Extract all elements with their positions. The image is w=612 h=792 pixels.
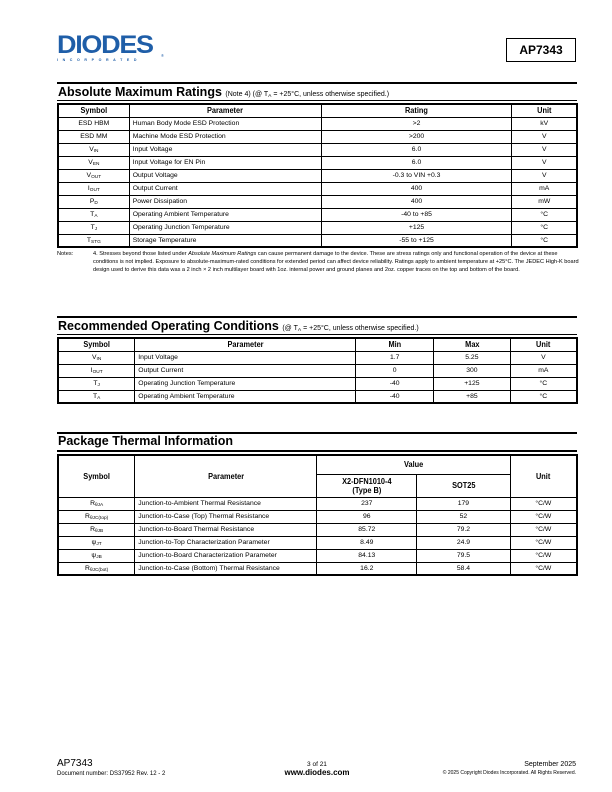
rec-op-body <box>58 351 577 403</box>
pkg2-value-cell: 79.2 <box>417 523 511 536</box>
footer-copyright: © 2025 Copyright Diodes Incorporated. All Rights Reserved. <box>442 770 576 776</box>
table-header-row <box>58 455 577 474</box>
footer-left <box>57 759 165 777</box>
table-row <box>58 364 577 377</box>
logo-wordmark: DIODES <box>57 31 153 59</box>
parameter-cell: Input Voltage <box>129 143 321 156</box>
col-header: Unit <box>515 104 575 117</box>
notes-label: Notes: <box>57 251 74 257</box>
rating-cell: -55 to +125 <box>321 234 512 247</box>
symbol-cell: VIN <box>58 143 129 156</box>
col-header-pkg1: X2-DFN1010-4 (Type B) <box>321 474 413 497</box>
symbol-cell: TA <box>58 208 129 221</box>
table-header-row <box>58 338 577 351</box>
parameter-cell: Output Current <box>135 364 356 377</box>
part-number-box: AP7343 <box>506 38 576 62</box>
thermal-table <box>57 454 578 576</box>
parameter-cell: Junction-to-Case (Bottom) Thermal Resistance <box>135 562 317 575</box>
footer-center <box>250 761 384 777</box>
parameter-cell: Operating Ambient Temperature <box>129 208 321 221</box>
pkg2-value-cell: 52 <box>417 510 511 523</box>
table-row <box>58 208 577 221</box>
table-row <box>58 562 577 575</box>
unit-cell: °C <box>512 234 577 247</box>
unit-cell: °C/W <box>510 562 577 575</box>
footer-date: September 2025 <box>524 761 576 768</box>
symbol-cell: RθJC(top) <box>58 510 135 523</box>
symbol-cell: ψJB <box>58 549 135 562</box>
pkg1-value-cell: 84.13 <box>317 549 417 562</box>
symbol-cell: ψJT <box>58 536 135 549</box>
table-row <box>58 523 577 536</box>
table-row <box>58 182 577 195</box>
symbol-cell: RθJB <box>58 523 135 536</box>
table-row <box>58 536 577 549</box>
pkg1-value-cell: 16.2 <box>317 562 417 575</box>
rating-cell: 6.0 <box>321 156 512 169</box>
thermal-body <box>58 497 577 575</box>
symbol-cell: ESD HBM <box>58 117 129 130</box>
table-row <box>58 117 577 130</box>
symbol-cell: TSTG <box>58 234 129 247</box>
symbol-cell: TJ <box>58 377 135 390</box>
note-4: 4. Stresses beyond those listed under Absolute Maximum Ratings can cause permanent damage to the device. These are stress ratings only and functional operation of the device at these conditions is not implied. Exposure to absolute-maximum-rated conditions for extended period can affect device reliability. Ratings apply to ambient temperature at +25°C. The JEDEC High-K board design used to derive this data was a 2 inch × 2 inch multilayer board with 1oz. internal power and ground planes and 2oz. copper traces on the top and bottom of the board. <box>93 251 579 274</box>
unit-cell: °C/W <box>510 510 577 523</box>
col-header-unit: Unit <box>513 455 574 497</box>
col-header-pkg2: SOT25 <box>420 474 506 497</box>
registered-mark: ® <box>161 53 164 58</box>
col-header-symbol: Symbol <box>61 455 132 497</box>
table-row <box>58 234 577 247</box>
rating-cell: 6.0 <box>321 143 512 156</box>
thermal-title: Package Thermal Information <box>58 434 234 448</box>
unit-cell: V <box>512 130 577 143</box>
table-row <box>58 130 577 143</box>
unit-cell: V <box>512 143 577 156</box>
unit-cell: °C <box>510 390 577 403</box>
footer-doc-number: Document number: DS37952 Rev. 12 - 2 <box>57 771 166 777</box>
pkg2-value-cell: 58.4 <box>417 562 511 575</box>
footer-part-number: AP7343 <box>57 758 93 769</box>
unit-cell: V <box>510 351 577 364</box>
rating-cell: >2 <box>321 117 512 130</box>
col-header-value: Value <box>325 455 503 474</box>
unit-cell: mW <box>512 195 577 208</box>
unit-cell: °C/W <box>510 523 577 536</box>
parameter-cell: Input Voltage for EN Pin <box>129 156 321 169</box>
max-cell: +85 <box>434 390 511 403</box>
rec-op-condition: (@ TA = +25°C, unless otherwise specified.) <box>282 325 419 333</box>
page-number: 3 of 21 <box>307 761 327 768</box>
unit-cell: °C/W <box>510 497 577 510</box>
pkg2-value-cell: 179 <box>417 497 511 510</box>
symbol-cell: PD <box>58 195 129 208</box>
max-cell: 300 <box>434 364 511 377</box>
col-header: Rating <box>329 104 505 117</box>
table-row <box>58 143 577 156</box>
parameter-cell: Junction-to-Board Thermal Resistance <box>135 523 317 536</box>
rec-op-title <box>58 319 419 333</box>
table-row <box>58 390 577 403</box>
parameter-cell: Junction-to-Board Characterization Parameter <box>135 549 317 562</box>
section-rule-bottom <box>57 334 577 335</box>
unit-cell: °C <box>512 208 577 221</box>
section-rule-bottom <box>57 100 577 101</box>
max-cell: 5.25 <box>434 351 511 364</box>
col-header: Min <box>359 338 430 351</box>
parameter-cell: Operating Ambient Temperature <box>135 390 356 403</box>
col-header: Symbol <box>61 338 132 351</box>
table-row <box>58 169 577 182</box>
unit-cell: °C <box>510 377 577 390</box>
symbol-cell: ESD MM <box>58 130 129 143</box>
symbol-cell: TA <box>58 390 135 403</box>
abs-max-title-text: Absolute Maximum Ratings <box>58 85 222 99</box>
symbol-cell: IOUT <box>58 364 135 377</box>
pkg2-value-cell: 24.9 <box>417 536 511 549</box>
abs-max-body <box>58 117 577 247</box>
pkg2-value-cell: 79.5 <box>417 549 511 562</box>
min-cell: 0 <box>356 364 434 377</box>
rating-cell: 400 <box>321 195 512 208</box>
parameter-cell: Operating Junction Temperature <box>129 221 321 234</box>
rating-cell: >200 <box>321 130 512 143</box>
website-link[interactable]: www.diodes.com <box>284 768 350 777</box>
min-cell: -40 <box>356 390 434 403</box>
table-row <box>58 497 577 510</box>
unit-cell: mA <box>510 364 577 377</box>
parameter-cell: Output Current <box>129 182 321 195</box>
pkg1-value-cell: 237 <box>317 497 417 510</box>
rec-op-title-text: Recommended Operating Conditions <box>58 319 279 333</box>
symbol-cell: TJ <box>58 221 129 234</box>
max-cell: +125 <box>434 377 511 390</box>
rating-cell: -40 to +85 <box>321 208 512 221</box>
symbol-cell: IOUT <box>58 182 129 195</box>
parameter-cell: Junction-to-Ambient Thermal Resistance <box>135 497 317 510</box>
min-cell: 1.7 <box>356 351 434 364</box>
parameter-cell: Input Voltage <box>135 351 356 364</box>
col-header: Max <box>437 338 508 351</box>
unit-cell: °C <box>512 221 577 234</box>
table-subheader-row <box>58 474 577 497</box>
symbol-cell: VOUT <box>58 169 129 182</box>
parameter-cell: Storage Temperature <box>129 234 321 247</box>
table-row <box>58 351 577 364</box>
unit-cell: mA <box>512 182 577 195</box>
table-row <box>58 156 577 169</box>
unit-cell: °C/W <box>510 549 577 562</box>
table-row <box>58 377 577 390</box>
diodes-logo <box>57 33 167 63</box>
parameter-cell: Human Body Mode ESD Protection <box>129 117 321 130</box>
section-rule-bottom <box>57 450 577 452</box>
min-cell: -40 <box>356 377 434 390</box>
unit-cell: °C/W <box>510 536 577 549</box>
table-row <box>58 549 577 562</box>
parameter-cell: Operating Junction Temperature <box>135 377 356 390</box>
parameter-cell: Machine Mode ESD Protection <box>129 130 321 143</box>
col-header-parameter: Parameter <box>142 455 310 497</box>
abs-max-title <box>58 85 389 99</box>
table-header-row <box>58 104 577 117</box>
footer-right <box>443 761 576 776</box>
rec-op-table <box>57 337 578 404</box>
rating-cell: +125 <box>321 221 512 234</box>
section-rule-top <box>57 316 577 318</box>
unit-cell: V <box>512 156 577 169</box>
table-row <box>58 510 577 523</box>
symbol-cell: VEN <box>58 156 129 169</box>
pkg1-value-cell: 8.49 <box>317 536 417 549</box>
parameter-cell: Output Voltage <box>129 169 321 182</box>
section-rule-top <box>57 82 577 84</box>
col-header: Unit <box>513 338 574 351</box>
parameter-cell: Junction-to-Case (Top) Thermal Resistance <box>135 510 317 523</box>
symbol-cell: RθJA <box>58 497 135 510</box>
abs-max-table <box>57 103 578 248</box>
col-header: Parameter <box>137 104 314 117</box>
parameter-cell: Power Dissipation <box>129 195 321 208</box>
pkg1-value-cell: 85.72 <box>317 523 417 536</box>
rating-cell: -0.3 to VIN +0.3 <box>321 169 512 182</box>
table-row <box>58 221 577 234</box>
symbol-cell: RθJC(bot) <box>58 562 135 575</box>
logo-subtext: INCORPORATED <box>57 58 142 62</box>
rating-cell: 400 <box>321 182 512 195</box>
symbol-cell: VIN <box>58 351 135 364</box>
col-header: Parameter <box>144 338 347 351</box>
unit-cell: V <box>512 169 577 182</box>
parameter-cell: Junction-to-Top Characterization Parameter <box>135 536 317 549</box>
unit-cell: kV <box>512 117 577 130</box>
pkg1-value-cell: 96 <box>317 510 417 523</box>
col-header: Symbol <box>61 104 126 117</box>
table-row <box>58 195 577 208</box>
abs-max-condition: (Note 4) (@ TA = +25°C, unless otherwise specified.) <box>225 91 390 99</box>
